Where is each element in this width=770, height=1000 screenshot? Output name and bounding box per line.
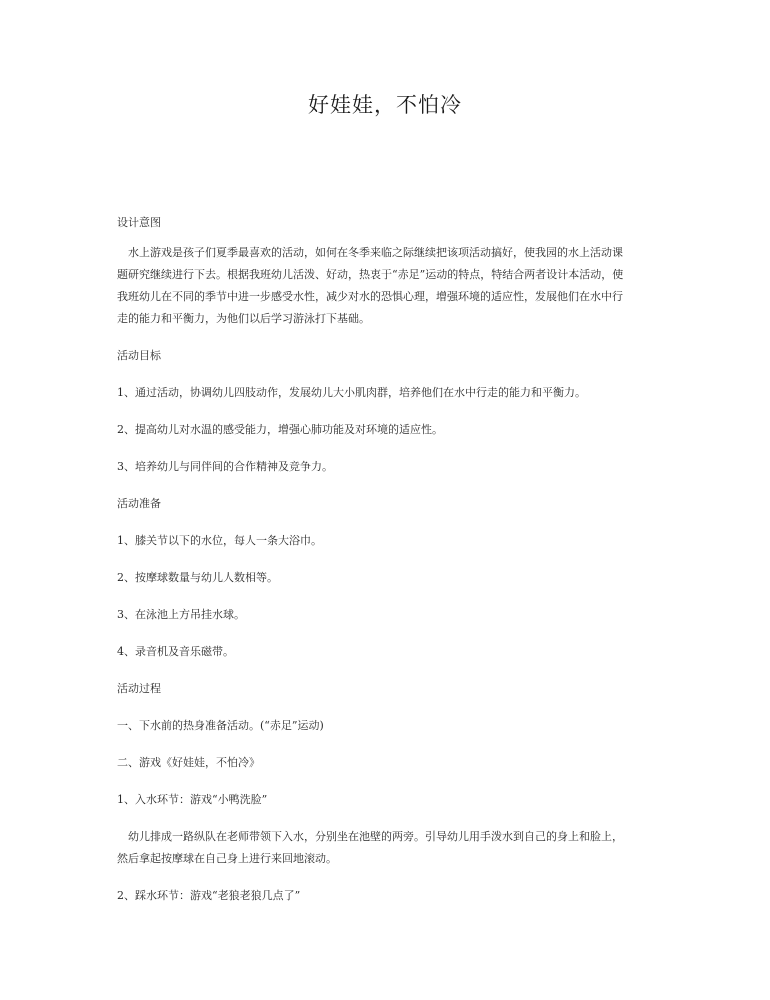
paragraph-line: 我班幼儿在不同的季节中进一步感受水性，减少对水的恐惧心理，增强环境的适应性，发展他们在水中行 — [117, 290, 623, 303]
section-heading-process: 活动过程 — [117, 682, 161, 695]
prep-item: 2、按摩球数量与幼儿人数相等。 — [117, 571, 278, 584]
page-title: 好娃娃，不怕冷 — [308, 93, 462, 117]
step-heading: 1、入水环节：游戏“小鸭洗脸” — [117, 793, 268, 806]
paragraph-line: 幼儿排成一路纵队在老师带领下入水，分别坐在池壁的两旁。引导幼儿用手泼水到自己的身上和脸上， — [128, 830, 623, 843]
goal-item: 2、提高幼儿对水温的感受能力，增强心肺功能及对环境的适应性。 — [117, 423, 443, 436]
prep-item: 3、在泳池上方吊挂水球。 — [117, 608, 245, 621]
paragraph-line: 题研究继续进行下去。根据我班幼儿活泼、好动，热衷于“赤足”运动的特点，特结合两者设计本活动，使 — [117, 268, 624, 281]
paragraph-line: 水上游戏是孩子们夏季最喜欢的活动，如何在冬季来临之际继续把该项活动搞好，使我园的水上活动课 — [128, 246, 623, 259]
prep-item: 1、膝关节以下的水位，每人一条大浴巾。 — [117, 534, 322, 547]
section-heading-goals: 活动目标 — [117, 349, 161, 362]
paragraph-line: 走的能力和平衡力，为他们以后学习游泳打下基础。 — [117, 312, 370, 325]
section-heading-prep: 活动准备 — [117, 497, 161, 510]
prep-item: 4、录音机及音乐磁带。 — [117, 645, 234, 658]
goal-item: 3、培养幼儿与同伴间的合作精神及竞争力。 — [117, 460, 333, 473]
document-body — [117, 212, 657, 907]
section-heading-design: 设计意图 — [117, 216, 161, 229]
goal-item: 1、通过活动，协调幼儿四肢动作，发展幼儿大小肌肉群，培养他们在水中行走的能力和平衡力。 — [117, 386, 586, 399]
step-heading: 2、踩水环节：游戏“老狼老狼几点了” — [117, 889, 301, 902]
process-item: 二、游戏《好娃娃，不怕冷》 — [117, 756, 260, 769]
paragraph-line: 然后拿起按摩球在自己身上进行来回地滚动。 — [117, 852, 337, 865]
process-item: 一、下水前的热身准备活动。(“赤足”运动) — [117, 719, 324, 732]
